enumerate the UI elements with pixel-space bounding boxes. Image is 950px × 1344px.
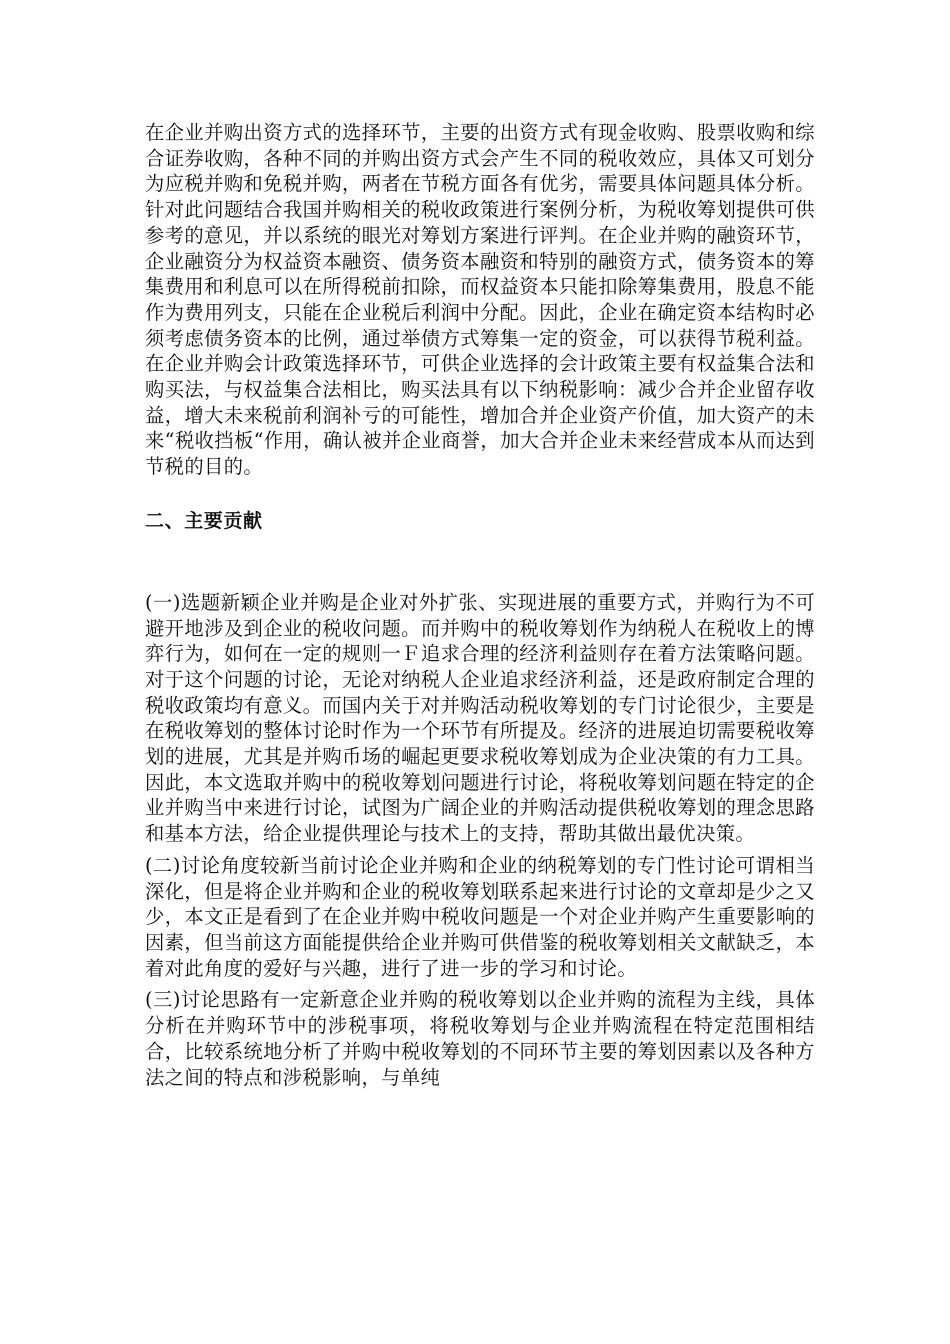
contribution-list <box>145 590 815 1090</box>
section-heading: 二、主要贡献 <box>145 509 263 532</box>
intro-paragraph: 在企业并购出资方式的选择环节，主要的出资方式有现金收购、股票收购和综合证券收购，各种不同的并购出资方式会产生不同的税收效应，具体又可划分为应税并购和免税并购，两者在节税方面各有优劣，需要具体问题具体分析。针对此问题结合我国并购相关的税收政策进行案例分析，为税收筹划提供可供参考的意见，并以系统的眼光对筹划方案进行评判。在企业并购的融资环节，企业融资分为权益资本融资、债务资本融资和特别的融资方式，债务资本的筹集费用和利息可以在所得税前扣除，而权益资本只能扣除筹集费用，股息不能作为费用列支，只能在企业税后利润中分配。因此，企业在确定资本结构时必须考虑债务资本的比例，通过举债方式筹集一定的资金，可以获得节税利益。在企业并购会计政策选择环节，可供企业选择的会计政策主要有权益集合法和购买法，与权益集合法相比，购买法具有以下纳税影响：减少合并企业留存收益，增大未来税前利润补亏的可能性，增加合并企业资产价值，加大资产的未来“税收挡板“作用，确认被并企业商誉，加大合并企业未来经营成本从而达到节税的目的。 <box>145 121 815 479</box>
document-page <box>145 120 815 1096</box>
contribution-item-2: (二)讨论角度较新当前讨论企业并购和企业的纳税筹划的专门性讨论可谓相当深化，但是将企业并购和企业的税收筹划联系起来进行讨论的文章却是少之又少，本文正是看到了在企业并购中税收问题是一个对企业并购产生重要影响的因素，但当前这方面能提供给企业并购可供借鉴的税收筹划相关文献缺乏，本着对此角度的爱好与兴趣，进行了进一步的学习和讨论。 <box>145 853 815 980</box>
contribution-item-1: (一)选题新颖企业并购是企业对外扩张、实现进展的重要方式，并购行为不可避开地涉及到企业的税收问题。而并购中的税收筹划作为纳税人在税收上的博弈行为，如何在一定的规则一Ｆ追求合理的经济利益则存在着方法策略问题。对于这个问题的讨论，无论对纳税人企业追求经济利益，还是政府制定合理的税收政策均有意义。而国内关于对并购活动税收筹划的专门讨论很少，主要是在税收筹划的整体讨论时作为一个环节有所提及。经济的进展迫切需要税收筹划的进展，尤其是并购币场的崛起更要求税收筹划成为企业决策的有力工具。因此，本文选取并购中的税收筹划问题进行讨论，将税收筹划问题在特定的企业并购当中来进行讨论，试图为广阔企业的并购活动提供税收筹划的理念思路和基本方法，给企业提供理论与技术上的支持，帮助其做出最优决策。 <box>145 590 815 846</box>
contribution-item-3: (三)讨论思路有一定新意企业并购的税收筹划以企业并购的流程为主线，具体分析在并购环节中的涉税事项，将税收筹划与企业并购流程在特定范围相结合，比较系统地分析了并购中税收筹划的不同环节主要的筹划因素以及各种方法之间的特点和涉税影响，与单纯 <box>145 988 815 1089</box>
